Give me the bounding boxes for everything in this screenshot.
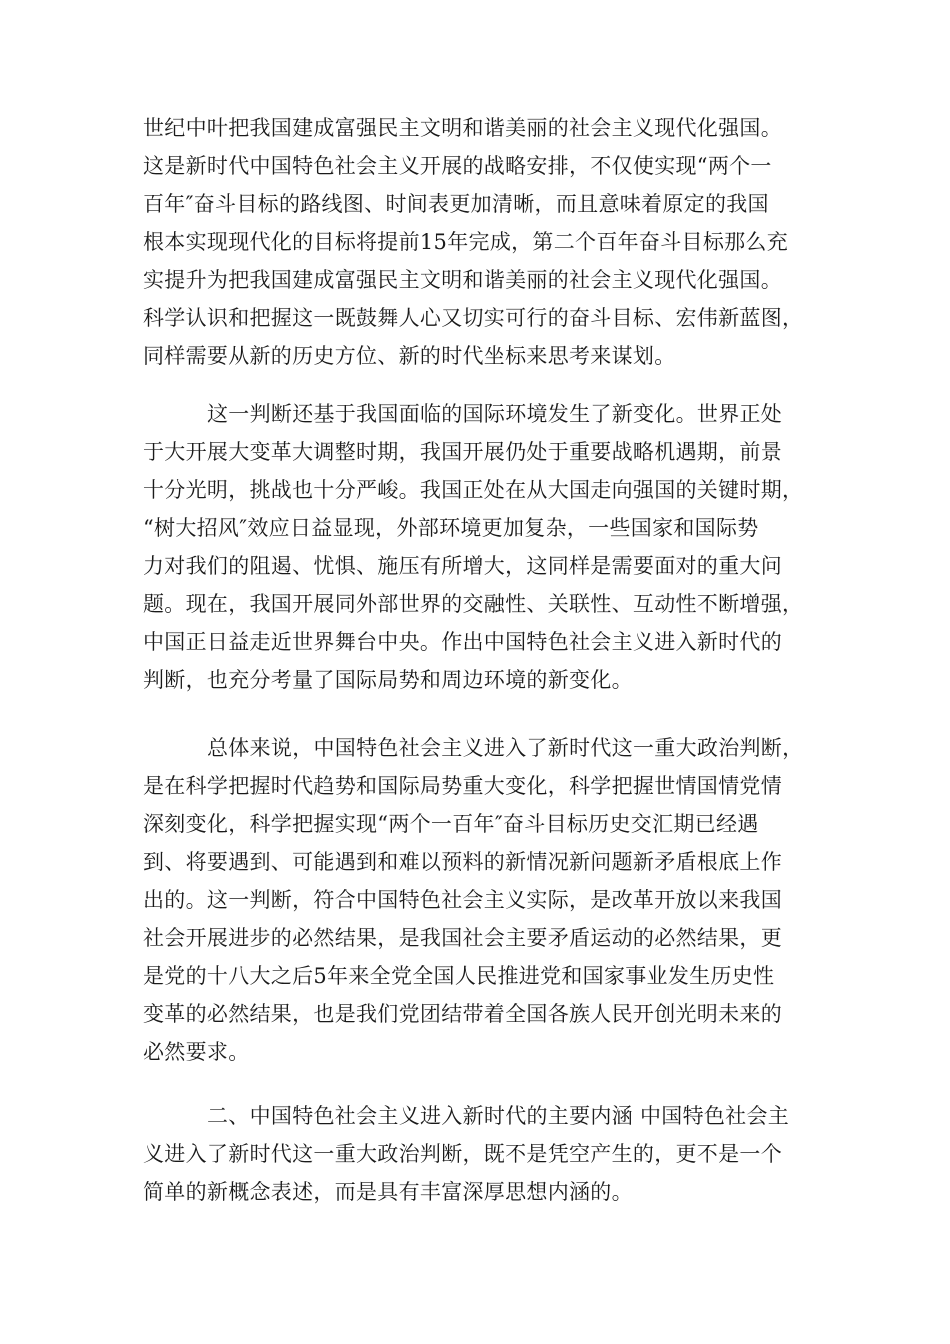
paragraph-line: 是在科学把握时代趋势和国际局势重大变化，科学把握世情国情党情 [143,774,782,798]
paragraph-line: 这是新时代中国特色社会主义开展的战略安排，不仅使实现“两个一 [143,154,772,178]
paragraph-line: 十分光明，挑战也十分严峻。我国正处在从大国走向强国的关键时期， [143,478,804,502]
paragraph-line: 世纪中叶把我国建成富强民主文明和谐美丽的社会主义现代化强国。 [143,116,782,140]
paragraph-line: 根本实现现代化的目标将提前15年完成，第二个百年奋斗目标那么充 [143,230,789,254]
paragraph-3 [143,729,823,1071]
paragraph-line: 简单的新概念表述，而是具有丰富深厚思想内涵的。 [143,1180,633,1204]
paragraph-line: 中国正日益走近世界舞台中央。作出中国特色社会主义进入新时代的 [143,630,782,654]
paragraph-line: 题。现在，我国开展同外部世界的交融性、关联性、互动性不断增强， [143,592,804,616]
paragraph-line: 这一判断还基于我国面临的国际环境发生了新变化。世界正处 [207,402,783,426]
paragraph-line: 同样需要从新的历史方位、新的时代坐标来思考来谋划。 [143,344,676,368]
paragraph-line: 力对我们的阻遏、忧惧、施压有所增大，这同样是需要面对的重大问 [143,554,782,578]
paragraph-2 [143,395,823,699]
paragraph-line: 必然要求。 [143,1040,250,1064]
paragraph-line: 义进入了新时代这一重大政治判断，既不是凭空产生的，更不是一个 [143,1142,782,1166]
paragraph-line: 深刻变化，科学把握实现“两个一百年″奋斗目标历史交汇期已经遇 [143,812,759,836]
paragraph-line: 判断，也充分考量了国际局势和周边环境的新变化。 [143,668,633,692]
paragraph-line: 变革的必然结果，也是我们党团结带着全国各族人民开创光明未来的 [143,1002,782,1026]
paragraph-line: 总体来说，中国特色社会主义进入了新时代这一重大政治判断， [207,736,804,760]
paragraph-line: 百年″奋斗目标的路线图、时间表更加清晰，而且意味着原定的我国 [143,192,769,216]
paragraph-line: “树大招风″效应日益显现，外部环境更加复杂，一些国家和国际势 [143,516,759,540]
paragraph-line: 科学认识和把握这一既鼓舞人心又切实可行的奋斗目标、宏伟新蓝图， [143,306,804,330]
paragraph-line: 到、将要遇到、可能遇到和难以预料的新情况新问题新矛盾根底上作 [143,850,782,874]
paragraph-line: 出的。这一判断，符合中国特色社会主义实际，是改革开放以来我国 [143,888,782,912]
paragraph-1 [143,109,823,375]
paragraph-4 [143,1097,823,1211]
paragraph-line: 社会开展进步的必然结果，是我国社会主要矛盾运动的必然结果，更 [143,926,782,950]
paragraph-line: 二、中国特色社会主义进入新时代的主要内涵 中国特色社会主 [207,1104,790,1128]
paragraph-line: 实提升为把我国建成富强民主文明和谐美丽的社会主义现代化强国。 [143,268,782,292]
paragraph-line: 是党的十八大之后5年来全党全国人民推进党和国家事业发生历史性 [143,964,775,988]
paragraph-line: 于大开展大变革大调整时期，我国开展仍处于重要战略机遇期，前景 [143,440,782,464]
